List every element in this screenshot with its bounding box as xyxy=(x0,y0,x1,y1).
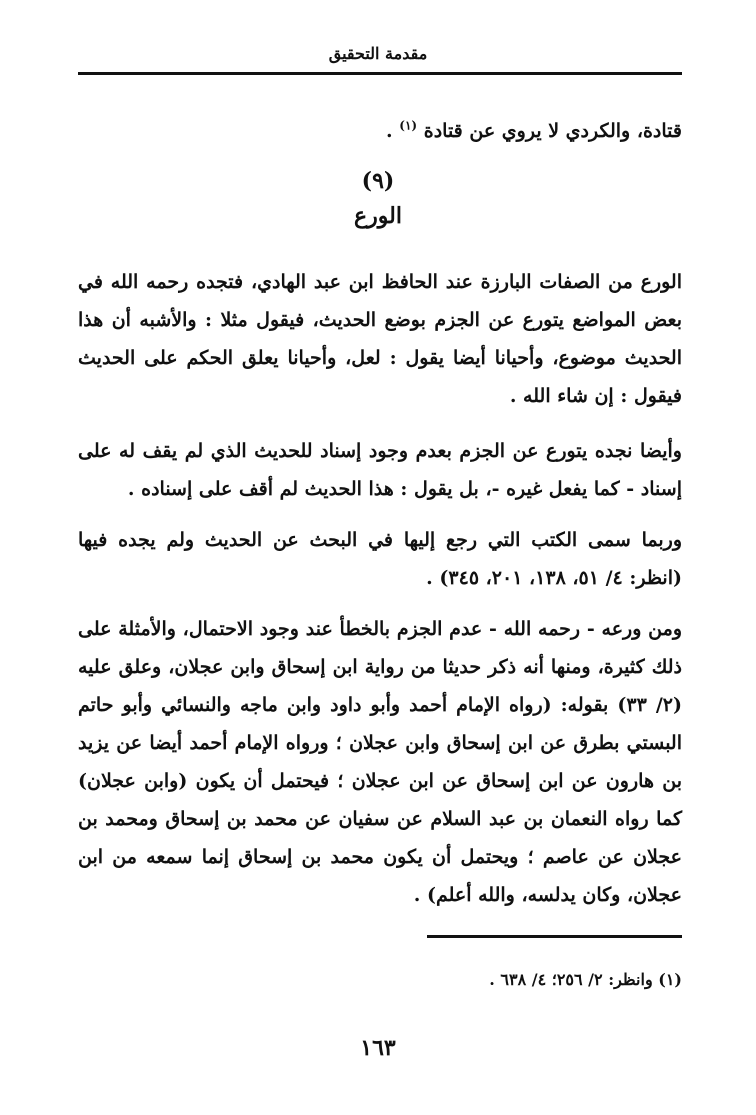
page-number: ١٦٣ xyxy=(360,1035,396,1061)
paragraph-1 xyxy=(78,263,682,415)
paragraph-2 xyxy=(78,432,682,508)
paragraph-text: وربما سمى الكتب التي رجع إليها في البحث عن الحديث ولم يجده فيها (انظر: ٤/ ٥١، ١٣٨، ٢٠١، ٣٤٥) . xyxy=(78,529,682,589)
running-head: مقدمة التحقيق xyxy=(328,44,428,63)
footnote: (١) وانظر: ٢/ ٢٥٦؛ ٤/ ٦٣٨ . xyxy=(489,970,682,989)
paragraph-text: ومن ورعه - رحمه الله - عدم الجزم بالخطأ عند وجود الاحتمال، والأمثلة على ذلك كثيرة، ومنها أنه ذكر حديثا من رواية ابن إسحاق وابن عجلان، وعلق عليه (٢/ ٣٣) بقوله: (رواه الإمام أحمد وأبو داود وابن ماجه والنسائي وأبو حاتم البستي بطرق عن ابن إسحاق وابن عجلان ؛ ورواه الإمام أحمد أيضا عن يزيد بن هارون عن ابن إسحاق عن ابن عجلان ؛ فيحتمل أن يكون (وابن عجلان) كما رواه النعمان بن عبد السلام عن سفيان عن محمد بن إسحاق ومحمد بن عجلان عن عاصم ؛ ويحتمل أن يكون محمد بن إسحاق إنما سمعه من ابن عجلان، وكان يدلسه، والله أعلم) . xyxy=(78,618,682,906)
paragraph-text: وأيضا نجده يتورع عن الجزم بعدم وجود إسناد للحديث الذي لم يقف له على إسناد - كما يفعل غيره -، بل يقول : هذا الحديث لم أقف على إسناده . xyxy=(78,440,682,500)
footnote-reference[interactable]: (١) xyxy=(399,118,418,133)
section-title: الورع xyxy=(354,203,402,229)
paragraph-4 xyxy=(78,610,682,914)
paragraph-3 xyxy=(78,521,682,597)
paragraph-text: الورع من الصفات البارزة عند الحافظ ابن عبد الهادي، فتجده رحمه الله في بعض المواضع يتورع عن الجزم بوضع الحديث، فيقول مثلا : والأشبه أن هذا الحديث موضوع، وأحيانا أيضا يقول : لعل، وأحيانا يعلق الحكم على الحديث فيقول : إن شاء الله . xyxy=(78,271,682,407)
section-number: (٩) xyxy=(361,168,395,194)
header-rule xyxy=(78,72,682,75)
footnote-rule xyxy=(427,935,682,938)
intro-line xyxy=(78,112,682,150)
intro-end: . xyxy=(386,120,393,142)
intro-text: قتادة، والكردي لا يروي عن قتادة xyxy=(423,120,682,142)
